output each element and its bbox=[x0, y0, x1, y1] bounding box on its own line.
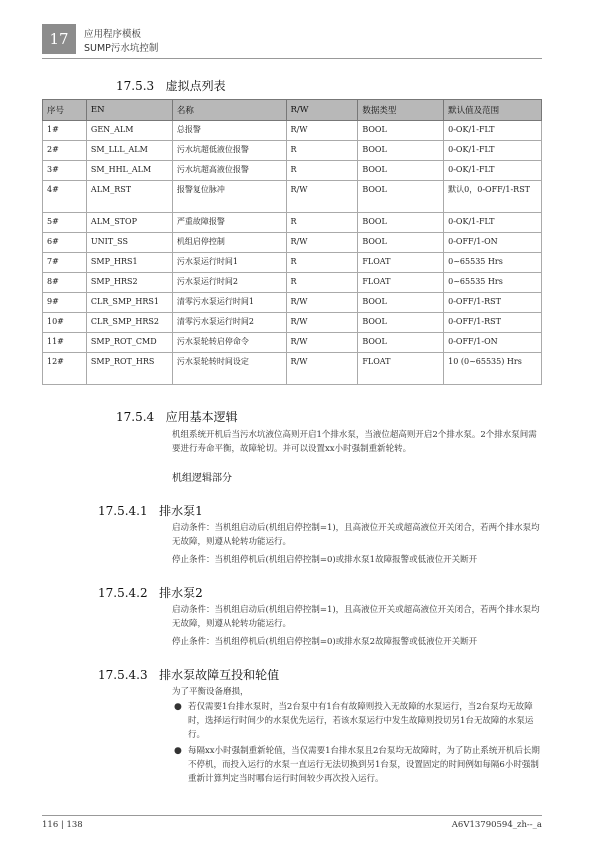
table-row bbox=[43, 213, 542, 233]
table-row bbox=[43, 353, 542, 385]
table-cell: R/W bbox=[286, 121, 358, 141]
table-header-row bbox=[43, 100, 542, 121]
failover-bullet-list bbox=[172, 700, 542, 788]
table-cell: 10 (0~65535) Hrs bbox=[444, 353, 542, 385]
table-cell: 清零污水泵运行时间1 bbox=[172, 293, 286, 313]
table-cell: BOOL bbox=[358, 293, 444, 313]
table-cell: 污水泵运行时间2 bbox=[172, 273, 286, 293]
table-cell: 1# bbox=[43, 121, 87, 141]
table-cell: R bbox=[286, 141, 358, 161]
table-cell: FLOAT bbox=[358, 353, 444, 385]
table-cell: 默认0，0-OFF/1-RST bbox=[444, 181, 542, 213]
table-cell: ALM_RST bbox=[86, 181, 172, 213]
table-cell: BOOL bbox=[358, 233, 444, 253]
table-row bbox=[43, 161, 542, 181]
table-cell: 0-OFF/1-ON bbox=[444, 233, 542, 253]
table-cell: UNIT_SS bbox=[86, 233, 172, 253]
document-id: A6V13790594_zh--_a bbox=[451, 820, 542, 830]
section-title: 虚拟点列表 bbox=[165, 79, 226, 93]
table-cell: R/W bbox=[286, 233, 358, 253]
table-cell: 10# bbox=[43, 313, 87, 333]
table-row bbox=[43, 293, 542, 313]
table-cell: ALM_STOP bbox=[86, 213, 172, 233]
header-subtitle: SUMP污水坑控制 bbox=[84, 43, 159, 54]
table-cell: R bbox=[286, 213, 358, 233]
page-number: 116 | 138 bbox=[42, 820, 83, 830]
subsection-number: 17.5.4.2 bbox=[98, 586, 148, 600]
pump2-stop-condition: 停止条件：当机组停机后(机组启停控制=0)或排水泵2故障报警或低液位开关断开 bbox=[172, 637, 478, 647]
table-cell: BOOL bbox=[358, 121, 444, 141]
pump1-start-condition: 启动条件：当机组启动后(机组启停控制=1)，且高液位开关或超高液位开关闭合，若两个排水泵均无故障，则遵从轮转功能运行。 bbox=[172, 523, 540, 547]
table-cell: GEN_ALM bbox=[86, 121, 172, 141]
table-cell: 5# bbox=[43, 213, 87, 233]
table-cell: 0-OK/1-FLT bbox=[444, 161, 542, 181]
table-cell: 0-OFF/1-RST bbox=[444, 313, 542, 333]
list-item-text: 每隔xx小时强制重新轮值，当仅需要1台排水泵且2台泵均无故障时，为了防止系统开机后长期不停机，而投入运行的水泵一直运行无法切换到另1台泵，设置固定的时间例如每隔6小时强制重新计算判定当时哪台运行时间较少再次投入运行。 bbox=[188, 746, 540, 784]
table-row bbox=[43, 333, 542, 353]
subsection-number: 17.5.4.1 bbox=[98, 504, 148, 518]
unit-logic-subheading: 机组逻辑部分 bbox=[172, 473, 232, 484]
table-cell: 0-OK/1-FLT bbox=[444, 121, 542, 141]
section-heading-basic-logic bbox=[116, 408, 238, 425]
column-header: R/W bbox=[286, 100, 358, 121]
table-row bbox=[43, 313, 542, 333]
table-row bbox=[43, 253, 542, 273]
section-number: 17.5.3 bbox=[116, 79, 155, 93]
table-cell: R/W bbox=[286, 353, 358, 385]
table-cell: R/W bbox=[286, 293, 358, 313]
table-cell: 污水坑超低液位报警 bbox=[172, 141, 286, 161]
column-header: EN bbox=[86, 100, 172, 121]
column-header: 数据类型 bbox=[358, 100, 444, 121]
pump2-start-condition: 启动条件：当机组启动后(机组启停控制=1)，且高液位开关或超高液位开关闭合，若两个排水泵均无故障，则遵从轮转功能运行。 bbox=[172, 605, 540, 629]
table-cell: SM_LLL_ALM bbox=[86, 141, 172, 161]
table-cell: 2# bbox=[43, 141, 87, 161]
virtual-points-table bbox=[42, 99, 542, 385]
list-item-text: 若仅需要1台排水泵时，当2台泵中有1台有故障则投入无故障的水泵运行，当2台泵均无故障时，选择运行时间少的水泵优先运行，若该水泵运行中发生故障则投切另1台无故障的水泵运行。 bbox=[188, 702, 534, 740]
table-cell: 3# bbox=[43, 161, 87, 181]
failover-intro: 为了平衡设备磨损， bbox=[172, 687, 249, 697]
table-row bbox=[43, 273, 542, 293]
chapter-number-box bbox=[42, 24, 76, 54]
table-cell: SMP_HRS1 bbox=[86, 253, 172, 273]
table-row bbox=[43, 233, 542, 253]
chapter-number: 17 bbox=[49, 30, 69, 48]
table-cell: CLR_SMP_HRS2 bbox=[86, 313, 172, 333]
list-item bbox=[172, 744, 542, 786]
table-cell: 污水泵轮转启停命令 bbox=[172, 333, 286, 353]
table-cell: R/W bbox=[286, 333, 358, 353]
table-cell: BOOL bbox=[358, 333, 444, 353]
list-item bbox=[172, 700, 542, 742]
table-cell: FLOAT bbox=[358, 253, 444, 273]
subsection-title: 排水泵1 bbox=[159, 504, 203, 518]
table-cell: 0~65535 Hrs bbox=[444, 253, 542, 273]
table-cell: R bbox=[286, 273, 358, 293]
table-row bbox=[43, 121, 542, 141]
section-title: 应用基本逻辑 bbox=[165, 410, 238, 424]
table-cell: 4# bbox=[43, 181, 87, 213]
table-cell: 严重故障报警 bbox=[172, 213, 286, 233]
table-cell: R bbox=[286, 253, 358, 273]
pump1-stop-condition: 停止条件：当机组停机后(机组启停控制=0)或排水泵1故障报警或低液位开关断开 bbox=[172, 555, 478, 565]
table-cell: 6# bbox=[43, 233, 87, 253]
table-cell: 11# bbox=[43, 333, 87, 353]
table-cell: 0~65535 Hrs bbox=[444, 273, 542, 293]
table-row bbox=[43, 141, 542, 161]
subsection-heading-failover bbox=[98, 666, 279, 683]
column-header: 名称 bbox=[172, 100, 286, 121]
table-cell: 0-OFF/1-ON bbox=[444, 333, 542, 353]
column-header: 序号 bbox=[43, 100, 87, 121]
table-cell: 污水坑超高液位报警 bbox=[172, 161, 286, 181]
table-cell: R bbox=[286, 161, 358, 181]
table-cell: 清零污水泵运行时间2 bbox=[172, 313, 286, 333]
bullet-icon: ● bbox=[174, 746, 182, 756]
table-cell: BOOL bbox=[358, 181, 444, 213]
table-cell: 污水泵运行时间1 bbox=[172, 253, 286, 273]
section-heading-virtual-points bbox=[116, 77, 226, 94]
table-cell: 7# bbox=[43, 253, 87, 273]
table-cell: BOOL bbox=[358, 313, 444, 333]
table-cell: FLOAT bbox=[358, 273, 444, 293]
table-cell: 污水泵轮转时间设定 bbox=[172, 353, 286, 385]
header-title: 应用程序模板 bbox=[84, 29, 142, 40]
table-cell: 报警复位脉冲 bbox=[172, 181, 286, 213]
footer-divider bbox=[42, 815, 542, 816]
table-cell: 总报警 bbox=[172, 121, 286, 141]
table-cell: 机组启停控制 bbox=[172, 233, 286, 253]
table-cell: SMP_HRS2 bbox=[86, 273, 172, 293]
table-cell: 12# bbox=[43, 353, 87, 385]
table-cell: 0-OK/1-FLT bbox=[444, 213, 542, 233]
subsection-number: 17.5.4.3 bbox=[98, 668, 148, 682]
table-cell: CLR_SMP_HRS1 bbox=[86, 293, 172, 313]
column-header: 默认值及范围 bbox=[444, 100, 542, 121]
bullet-icon: ● bbox=[174, 702, 182, 712]
subsection-heading-pump2 bbox=[98, 584, 203, 601]
subsection-heading-pump1 bbox=[98, 502, 203, 519]
table-cell: 0-OK/1-FLT bbox=[444, 141, 542, 161]
table-cell: R/W bbox=[286, 313, 358, 333]
table-cell: SM_HHL_ALM bbox=[86, 161, 172, 181]
table-cell: BOOL bbox=[358, 213, 444, 233]
table-cell: SMP_ROT_CMD bbox=[86, 333, 172, 353]
section-number: 17.5.4 bbox=[116, 410, 155, 424]
subsection-title: 排水泵故障互投和轮值 bbox=[159, 668, 280, 682]
table-cell: BOOL bbox=[358, 141, 444, 161]
table-cell: 8# bbox=[43, 273, 87, 293]
header-divider bbox=[42, 58, 542, 59]
table-row bbox=[43, 181, 542, 213]
basic-logic-paragraph: 机组系统开机后当污水坑液位高则开启1个排水泵，当液位超高则开启2个排水泵。2个排水泵间需要进行寿命平衡，故障轮切。并可以设置xx小时强制重新轮转。 bbox=[172, 430, 537, 454]
table-cell: SMP_ROT_HRS bbox=[86, 353, 172, 385]
table-cell: BOOL bbox=[358, 161, 444, 181]
subsection-title: 排水泵2 bbox=[159, 586, 203, 600]
table-cell: 0-OFF/1-RST bbox=[444, 293, 542, 313]
table-cell: R/W bbox=[286, 181, 358, 213]
table-cell: 9# bbox=[43, 293, 87, 313]
